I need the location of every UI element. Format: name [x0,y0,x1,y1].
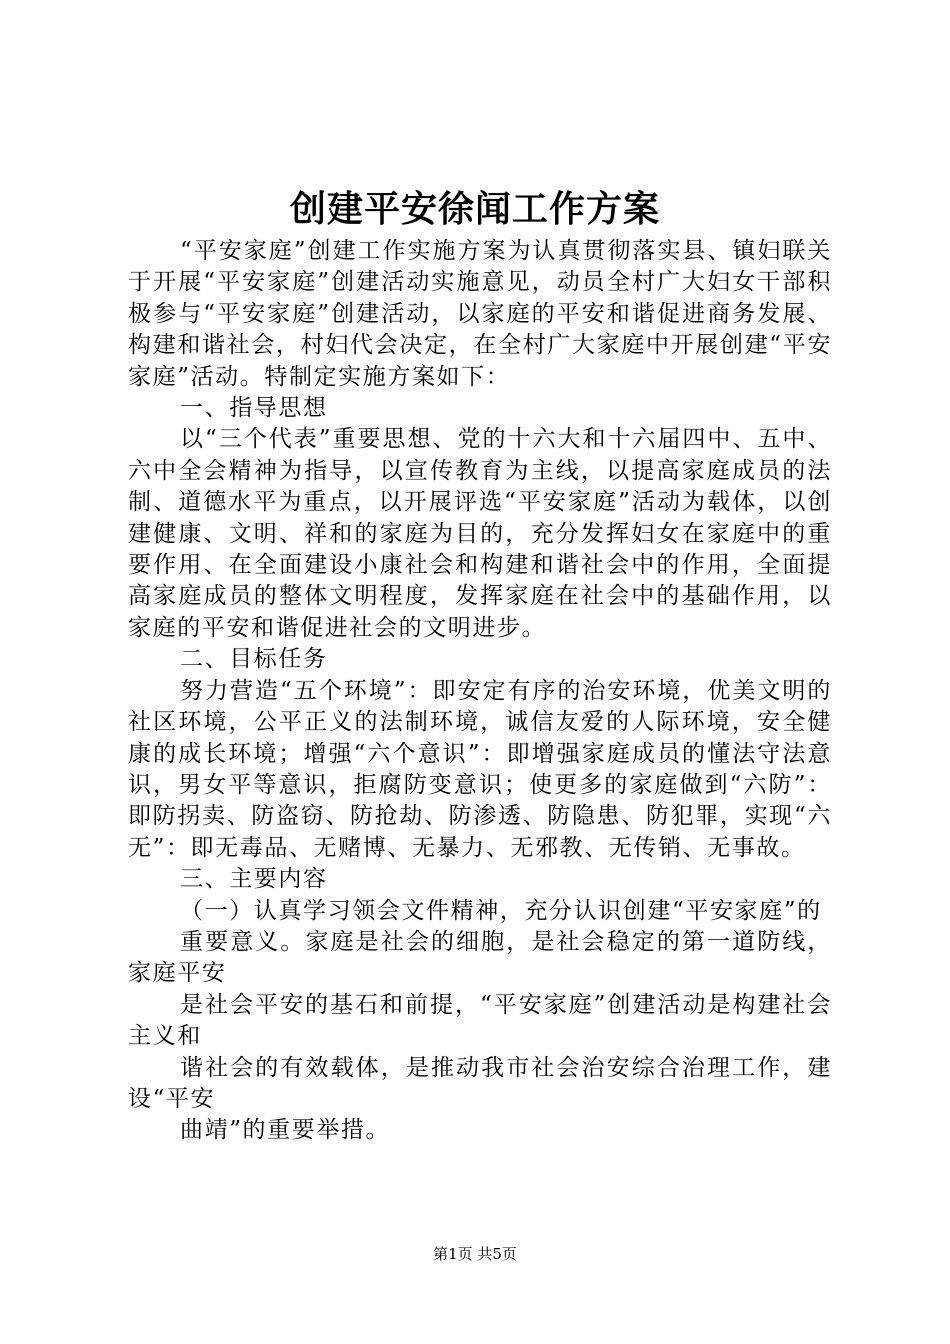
intro-paragraph: “平安家庭”创建工作实施方案为认真贯彻落实县、镇妇联关于开展“平安家庭”创建活动实施意见，动员全村广大妇女干部积极参与“平安家庭”创建活动，以家庭的平安和谐促进商务发展、构建和谐社会，村妇代会决定，在全村广大家庭中开展创建“平安家庭”活动。特制定实施方案如下： [128,238,832,390]
main-content-line-5: 曲靖”的重要举措。 [180,1117,391,1144]
main-content-line-1: （一）认真学习领会文件精神，充分认识创建“平安家庭”的 [180,897,822,924]
section-heading-guiding-ideology: 一、指导思想 [180,395,328,422]
document-title: 创建平安徐闻工作方案 [289,188,660,230]
main-content-line-4: 谐社会的有效载体，是推动我市社会治安综合治理工作，建设“平安 [128,1054,832,1112]
page-footer: 第1页 共5页 [433,1245,517,1263]
section-heading-main-content: 三、主要内容 [180,866,328,893]
guiding-ideology-paragraph: 以“三个代表”重要思想、党的十六大和十六届四中、五中、六中全会精神为指导，以宣传教育为主线，以提高家庭成员的法制、道德水平为重点，以开展评选“平安家庭”活动为载体，以创建健康、文明、祥和的家庭为目的，充分发挥妇女在家庭中的重要作用、在全面建设小康社会和构建和谐社会中的作用，全面提高家庭成员的整体文明程度，发挥家庭在社会中的基础作用，以家庭的平安和谐促进社会的文明进步。 [128,426,832,641]
main-content-line-3: 是社会平安的基石和前提，“平安家庭”创建活动是构建社会主义和 [128,991,832,1050]
document-body [128,236,832,1147]
section-heading-goals: 二、目标任务 [180,646,328,673]
goals-paragraph: 努力营造“五个环境”：即安定有序的治安环境，优美文明的社区环境，公平正义的法制环境，诚信友爱的人际环境，安全健康的成长环境；增强“六个意识”：即增强家庭成员的懂法守法意识，男女平等意识，拒腐防变意识；使更多的家庭做到“六防”：即防拐卖、防盗窃、防抢劫、防渗透、防隐患、防犯罪，实现“六无”：即无毒品、无赌博、无暴力、无邪教、无传销、无事故。 [128,677,832,861]
main-content-line-2: 重要意义。家庭是社会的细胞，是社会稳定的第一道防线，家庭平安 [128,928,832,987]
